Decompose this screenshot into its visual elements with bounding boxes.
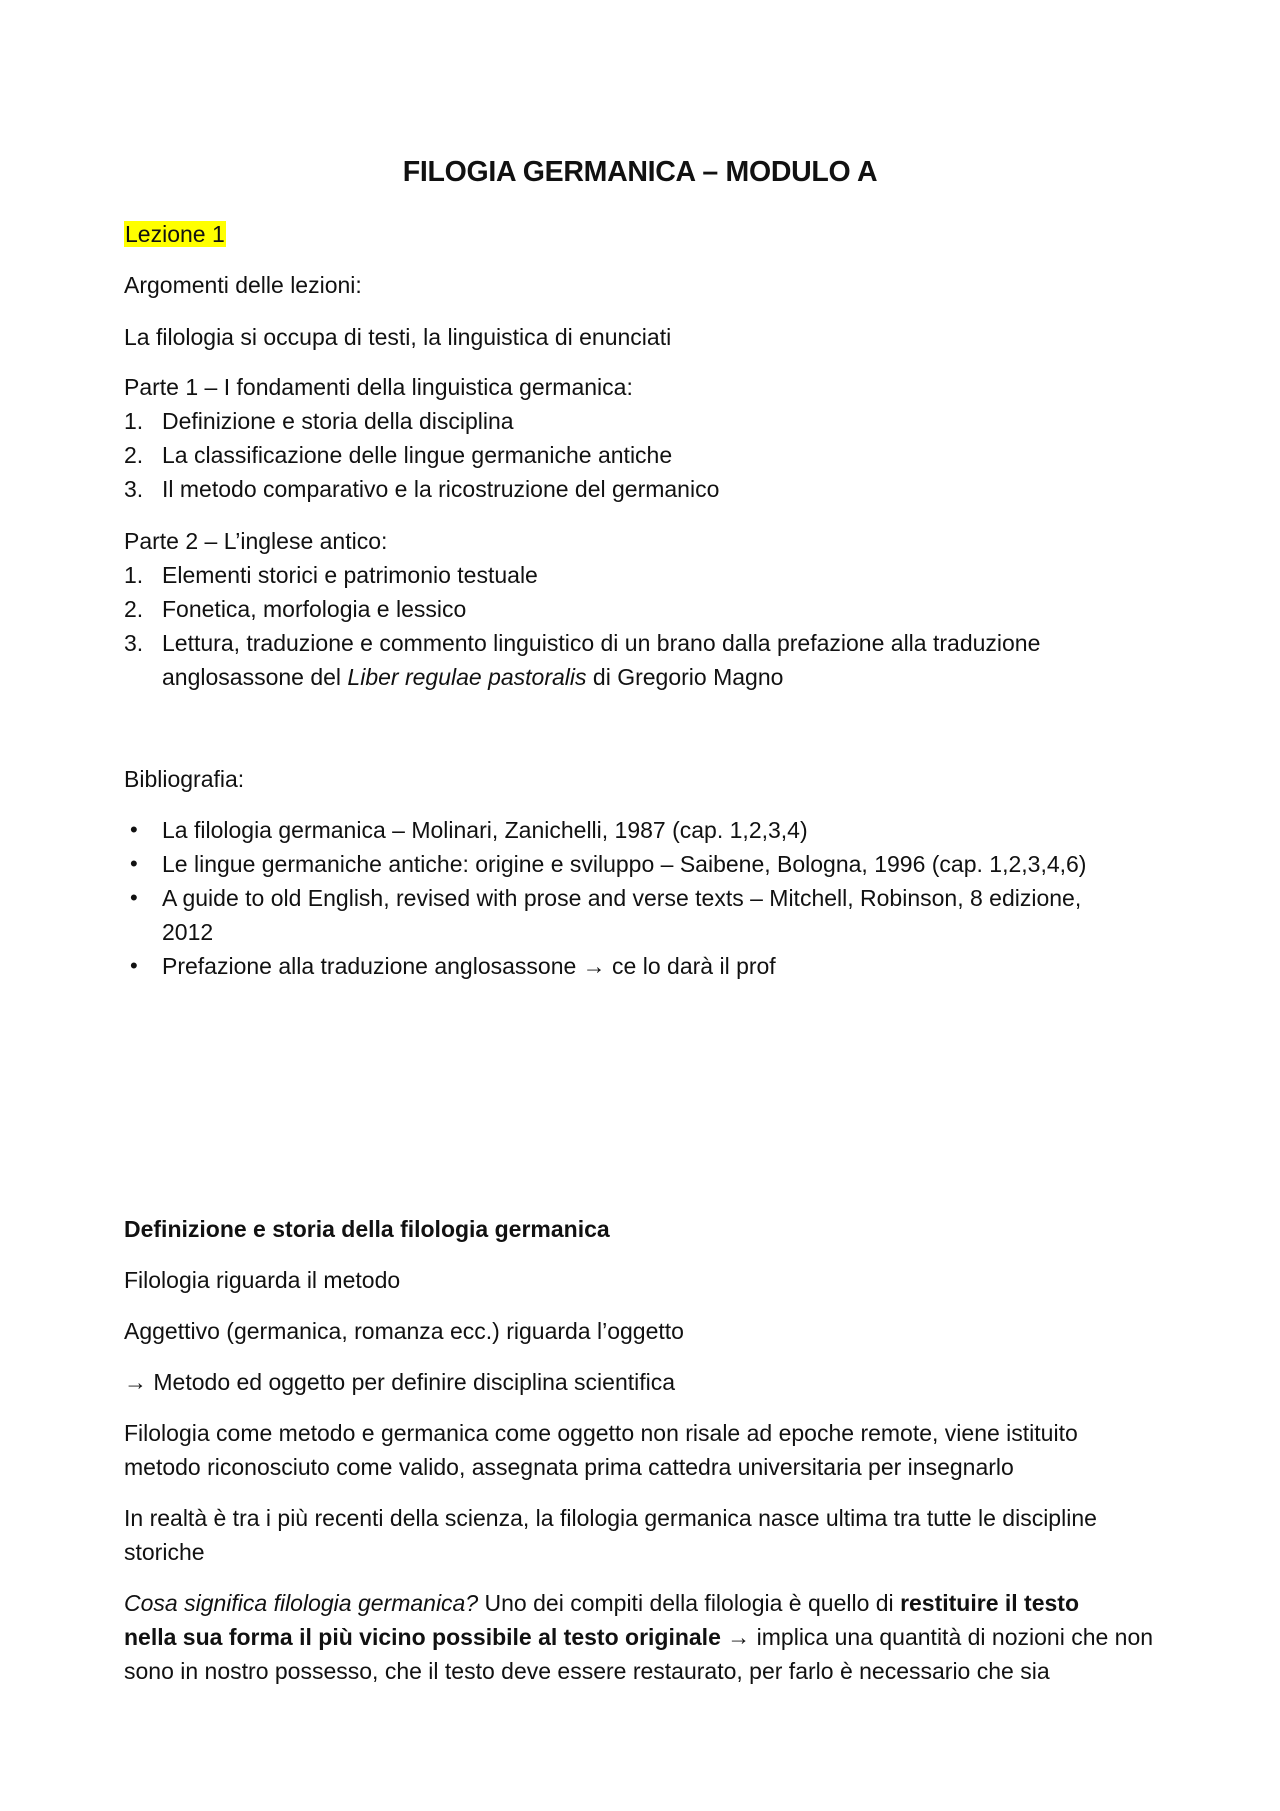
list-item [124, 626, 1040, 694]
book-title: Liber regulae pastoralis [347, 664, 587, 690]
list-text: Fonetica, morfologia e lessico [162, 596, 467, 622]
paragraph [124, 1586, 1153, 1688]
part1-heading: Parte 1 – I fondamenti della linguistica germanica: [124, 374, 633, 400]
lesson-label [124, 217, 226, 251]
bibliography-list [124, 813, 1086, 983]
list-number: 1. [124, 562, 144, 588]
arrow-right-icon: → [124, 1369, 147, 1395]
list-item [124, 558, 1040, 592]
paragraph [124, 1501, 1097, 1569]
text-run: anglosassone del [162, 664, 348, 690]
part2-heading: Parte 2 – L’inglese antico: [124, 528, 388, 554]
paragraph: Filologia riguarda il metodo [124, 1267, 401, 1293]
emphasis-text: restituire il testo [900, 1590, 1079, 1616]
list-number: 3. [124, 630, 144, 656]
question-text: Cosa significa filologia germanica? [124, 1590, 479, 1616]
list-item [124, 592, 1040, 626]
paragraph-line [124, 1620, 1153, 1654]
list-text: Definizione e storia della disciplina [162, 408, 514, 434]
list-item [124, 813, 1086, 847]
bibliography-heading: Bibliografia: [124, 766, 245, 792]
list-text-continuation [162, 660, 1040, 694]
part2-section [124, 524, 1040, 694]
philology-note: La filologia si occupa di testi, la linguistica di enunciati [124, 324, 672, 350]
list-item [124, 404, 719, 438]
paragraph: Aggettivo (germanica, romanza ecc.) riguarda l’oggetto [124, 1318, 684, 1344]
list-text-continuation: 2012 [162, 919, 214, 945]
paragraph-text: Metodo ed oggetto per definire disciplina scientifica [147, 1369, 676, 1395]
paragraph-line: Filologia come metodo e germanica come oggetto non risale ad epoche remote, viene istituito [124, 1420, 1078, 1446]
arrow-right-icon: → [727, 1624, 751, 1650]
section-heading: Definizione e storia della filologia germanica [124, 1216, 610, 1242]
list-text: Il metodo comparativo e la ricostruzione del germanico [162, 476, 720, 502]
lesson-highlight: Lezione 1 [125, 221, 225, 247]
list-text: La filologia germanica – Molinari, Zanichelli, 1987 (cap. 1,2,3,4) [162, 817, 808, 843]
list-item [124, 847, 1086, 881]
emphasis-text: nella sua forma il più vicino possibile al testo originale [124, 1624, 721, 1650]
list-number: 2. [124, 596, 144, 622]
list-text: Lettura, traduzione e commento linguistico di un brano dalla prefazione alla traduzione [162, 630, 1041, 656]
list-text: Le lingue germaniche antiche: origine e sviluppo – Saibene, Bologna, 1996 (cap. 1,2,3,4,6) [162, 851, 1087, 877]
arrow-right-icon: → [582, 953, 606, 979]
bullet-icon: • [130, 953, 138, 978]
paragraph-text: implica una quantità di nozioni che non [750, 1624, 1154, 1650]
text-run: di Gregorio Magno [586, 664, 784, 690]
list-item [124, 438, 719, 472]
list-number: 2. [124, 442, 144, 468]
bullet-icon: • [130, 851, 138, 876]
list-text: A guide to old English, revised with prose and verse texts – Mitchell, Robinson, 8 edizione, [162, 885, 1082, 911]
paragraph [124, 1416, 1078, 1484]
paragraph [124, 1365, 675, 1399]
list-item [124, 472, 719, 506]
list-text: Elementi storici e patrimonio testuale [162, 562, 538, 588]
paragraph-line: sono in nostro possesso, che il testo deve essere restaurato, per farlo è necessario che sia [124, 1658, 1050, 1684]
paragraph-line [124, 1586, 1153, 1620]
paragraph-line: storiche [124, 1539, 205, 1565]
part1-section [124, 370, 719, 506]
list-number: 3. [124, 476, 144, 502]
list-text: Prefazione alla traduzione anglosassone [162, 953, 583, 979]
bullet-icon: • [130, 817, 138, 842]
topics-heading: Argomenti delle lezioni: [124, 272, 362, 298]
list-text: La classificazione delle lingue germaniche antiche [162, 442, 673, 468]
paragraph-text: Uno dei compiti della filologia è quello di [478, 1590, 901, 1616]
bullet-icon: • [130, 885, 138, 910]
paragraph-line: metodo riconosciuto come valido, assegnata prima cattedra universitaria per insegnarlo [124, 1454, 1014, 1480]
list-item [124, 949, 1086, 983]
list-text: ce lo darà il prof [605, 953, 776, 979]
paragraph-line: In realtà è tra i più recenti della scienza, la filologia germanica nasce ultima tra tutte le discipline [124, 1505, 1097, 1531]
list-number: 1. [124, 408, 144, 434]
page-title: FILOGIA GERMANICA – MODULO A [402, 156, 878, 188]
list-item [124, 881, 1086, 949]
